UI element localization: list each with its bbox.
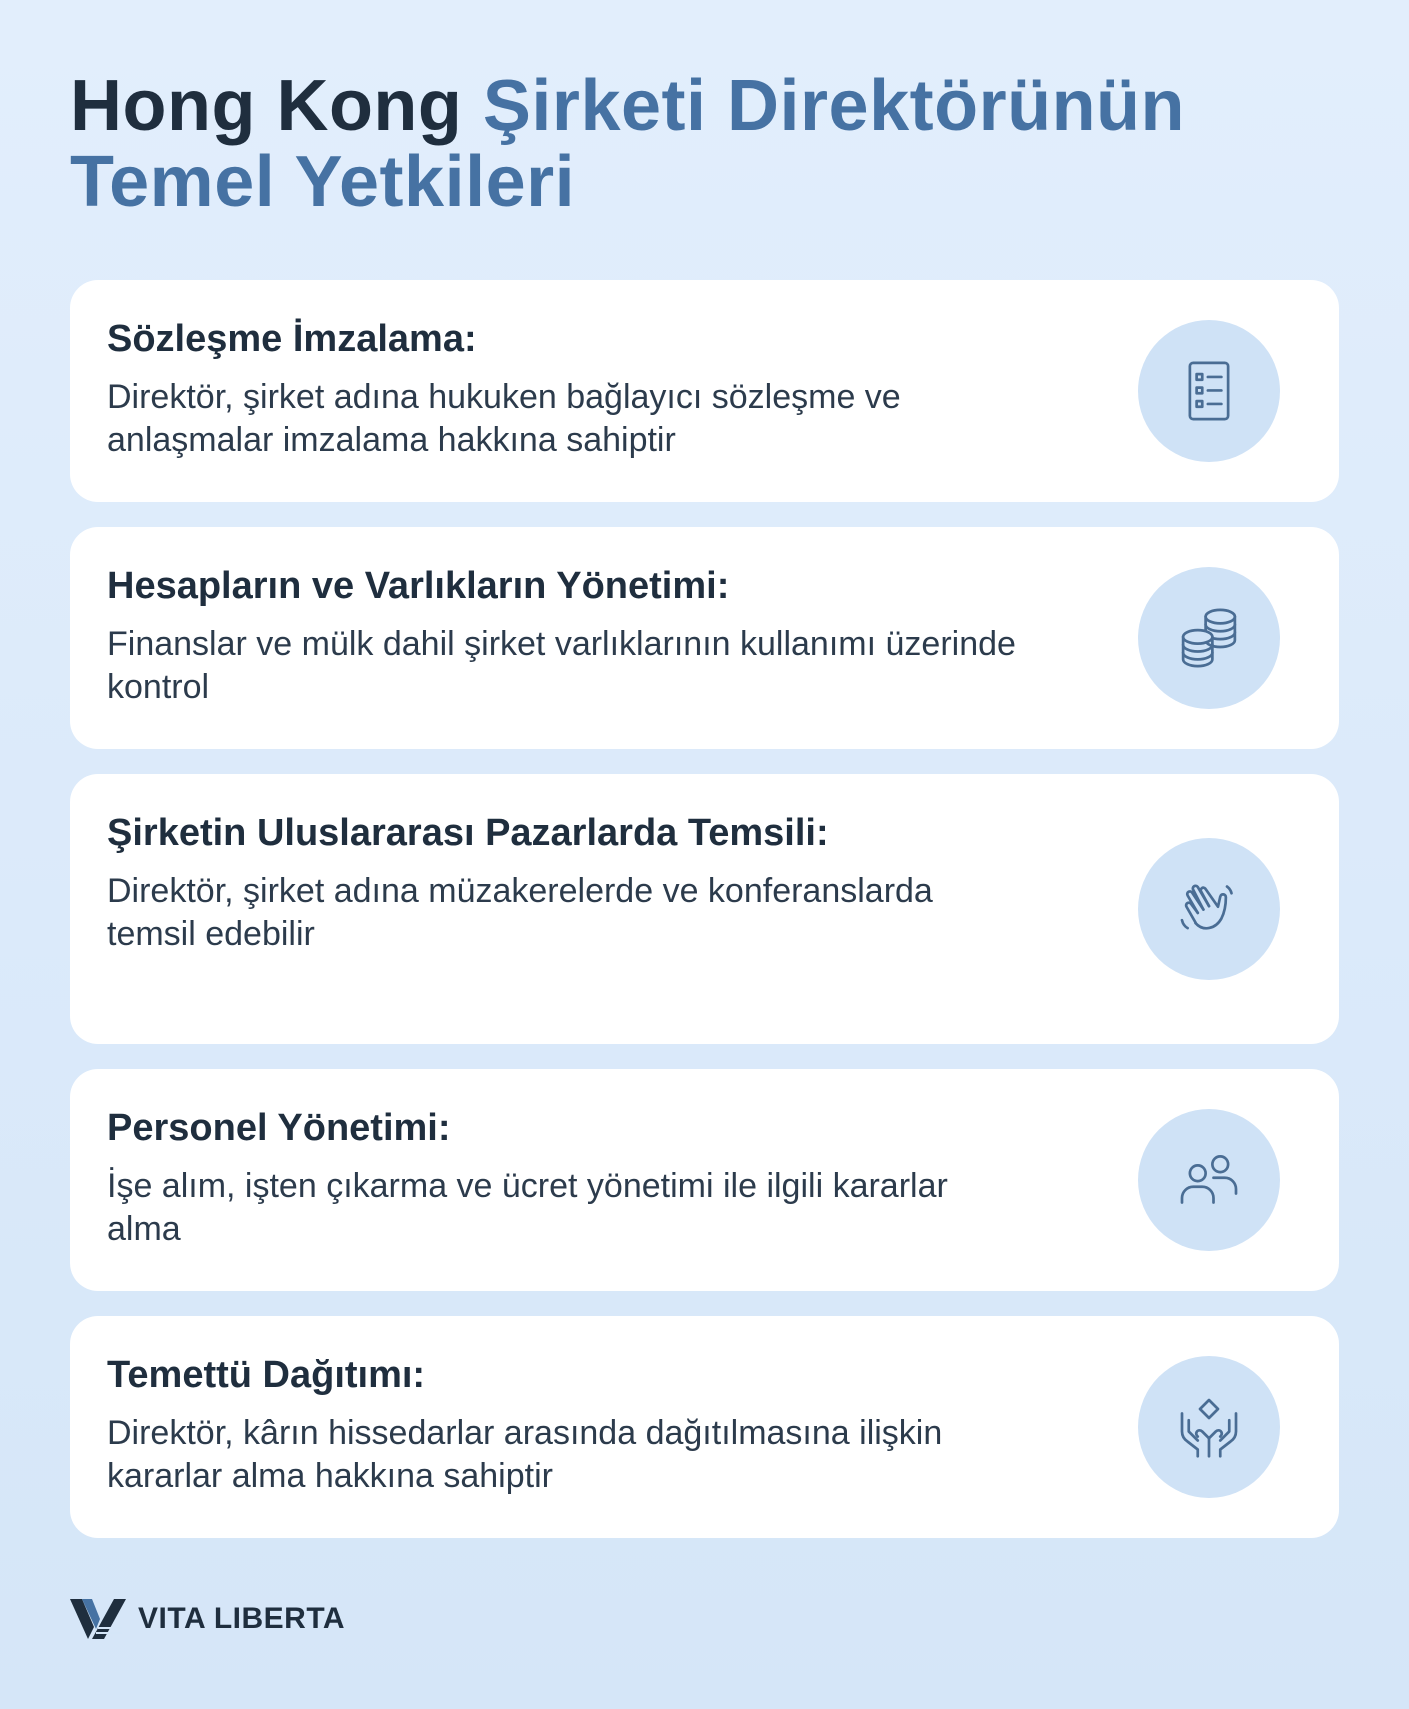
card-heading: Şirketin Uluslararası Pazarlarda Temsili: (107, 812, 829, 854)
hands-diamond-icon (1138, 1356, 1280, 1498)
powers-list (70, 280, 1339, 1563)
card-heading: Personel Yönetimi: (107, 1107, 451, 1149)
card-contract-signing (70, 280, 1339, 502)
card-dividend-distribution (70, 1316, 1339, 1538)
card-text: Finanslar ve mülk dahil şirket varlıklarının kullanımı üzerinde kontrol (107, 625, 1016, 706)
title-part-accent: Şirketi Direktörünün Temel Yetkileri (70, 66, 1186, 222)
card-text: Direktör, kârın hissedarlar arasında dağıtılmasına ilişkin kararlar alma hakkına sahiptir (107, 1414, 943, 1495)
brand-logo (70, 1597, 345, 1641)
card-text: İşe alım, işten çıkarma ve ücret yönetimi ile ilgili kararlar alma (107, 1167, 948, 1248)
title-part-dark: Hong Kong (70, 66, 483, 146)
coins-icon (1138, 567, 1280, 709)
people-icon (1138, 1109, 1280, 1251)
card-asset-management (70, 527, 1339, 749)
card-text: Direktör, şirket adına hukuken bağlayıcı sözleşme ve anlaşmalar imzalama hakkına sahiptir (107, 378, 901, 459)
card-personnel-management (70, 1069, 1339, 1291)
brand-name: VITA LIBERTA (138, 1602, 346, 1635)
checklist-icon (1138, 320, 1280, 462)
card-text: Direktör, şirket adına müzakerelerde ve konferanslarda temsil edebilir (107, 872, 933, 953)
waving-hand-icon (1138, 838, 1280, 980)
card-heading: Hesapların ve Varlıkların Yönetimi: (107, 565, 730, 607)
card-heading: Temettü Dağıtımı: (107, 1354, 426, 1396)
card-heading: Sözleşme İmzalama: (107, 318, 477, 360)
card-international-representation (70, 774, 1339, 1044)
page-title (70, 68, 1330, 220)
vita-liberta-logo-icon (70, 1599, 126, 1639)
